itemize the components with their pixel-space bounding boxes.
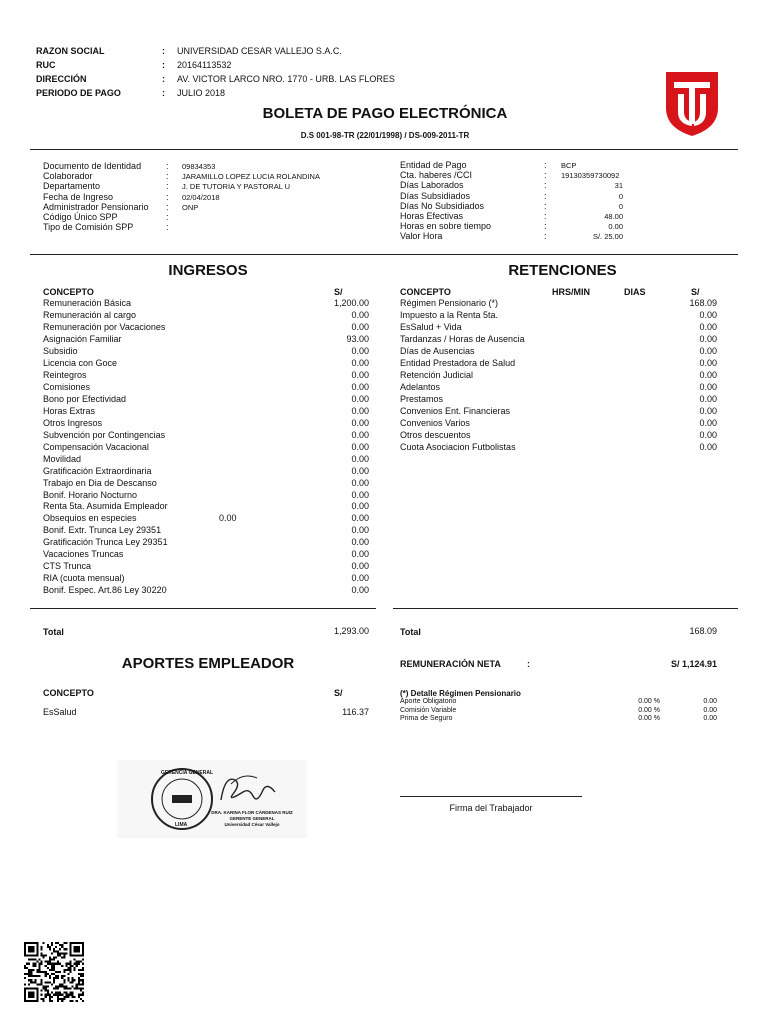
employee-label: Colaborador	[43, 171, 93, 182]
row-concepto: Bonif. Extr. Trunca Ley 29351	[43, 525, 162, 536]
row-concepto: Licencia con Goce	[43, 357, 118, 368]
row-concepto: Días de Ausencias	[400, 345, 475, 356]
table-row	[43, 489, 369, 501]
row-monto: 0.00	[699, 405, 717, 416]
row-concepto: Prestamos	[400, 393, 444, 404]
employee-colon: :	[544, 170, 547, 181]
retenciones-total-value: 168.09	[689, 626, 717, 636]
ucv-logo	[664, 68, 720, 138]
table-row	[400, 381, 717, 393]
header-colon: :	[162, 74, 165, 84]
row-monto: 1,200.00	[333, 298, 369, 308]
row-concepto: Remuneración al cargo	[43, 309, 137, 320]
row-concepto: Compensación Vacacional	[43, 441, 149, 452]
row-concepto: Vacaciones Truncas	[43, 549, 124, 560]
table-row	[400, 357, 717, 369]
employee-value: 0.00	[608, 222, 623, 232]
row-concepto: Gratificación Extraordinaria	[43, 465, 152, 476]
row-concepto: Subsidio	[43, 345, 78, 356]
detalle-pct: 0.00 %	[638, 698, 660, 705]
row-monto: 0.00	[351, 429, 369, 440]
row-monto: 0.00	[351, 417, 369, 428]
retenciones-col-soles: S/	[691, 287, 700, 297]
employee-value: 0	[618, 201, 623, 211]
row-monto: 0.00	[699, 441, 717, 452]
row-monto: 0.00	[699, 357, 717, 368]
employee-label: Documento de Identidad	[43, 161, 142, 171]
table-row	[43, 393, 369, 405]
table-row	[43, 333, 369, 345]
retenciones-col-concepto: CONCEPTO	[400, 287, 451, 297]
header-value: JULIO 2018	[177, 88, 226, 98]
employee-colon: :	[166, 201, 169, 212]
header-label: RUC	[36, 60, 56, 70]
retenciones-title: RETENCIONES	[508, 262, 617, 279]
ingresos-total-value: 1,293.00	[333, 626, 369, 636]
header-value: AV. VICTOR LARCO NRO. 1770 - URB. LAS FLORES	[177, 74, 395, 84]
retenciones-col-hrs: HRS/MIN	[552, 287, 590, 297]
row-concepto: EsSalud	[43, 707, 77, 717]
row-monto: 0.00	[351, 501, 369, 512]
header-label: PERIODO DE PAGO	[36, 88, 121, 98]
row-monto: 0.00	[351, 357, 369, 368]
header-colon: :	[162, 46, 165, 56]
employee-label: Valor Hora	[400, 231, 443, 242]
table-row	[43, 297, 369, 309]
signer-name: DRA. KARINA FLOR CÁRDENAS RUIZ	[211, 810, 293, 815]
detalle-pct: 0.00 %	[638, 715, 660, 722]
row-monto: 0.00	[351, 537, 369, 548]
row-monto: 0.00	[351, 465, 369, 476]
employee-value: 31	[614, 181, 623, 191]
employee-label: Administrador Pensionario	[43, 201, 149, 212]
row-monto: 116.37	[342, 707, 369, 717]
aportes-col-soles: S/	[334, 688, 343, 698]
row-monto: 93.00	[346, 333, 369, 344]
table-row	[43, 369, 369, 381]
row-monto: 0.00	[351, 321, 369, 332]
row-monto: 0.00	[351, 549, 369, 560]
employee-value: S/. 25.00	[592, 232, 623, 242]
employee-colon: :	[166, 212, 169, 222]
row-concepto: RIA (cuota mensual)	[43, 573, 125, 584]
employee-label: Entidad de Pago	[400, 160, 467, 170]
signature-icon	[213, 770, 283, 810]
header-colon: :	[162, 60, 165, 70]
row-monto: 0.00	[699, 417, 717, 428]
row-concepto: Subvención por Contingencias	[43, 429, 166, 440]
ingresos-col-concepto: CONCEPTO	[43, 287, 94, 297]
employee-colon: :	[544, 200, 547, 211]
detalle-label: Comisión Variable	[400, 706, 457, 714]
row-monto: 0.00	[699, 333, 717, 344]
table-row	[400, 345, 717, 357]
employee-colon: :	[166, 222, 169, 233]
row-concepto: Tardanzas / Horas de Ausencia	[400, 333, 525, 344]
row-concepto: Régimen Pensionario (*)	[400, 298, 499, 308]
qr-code	[24, 942, 84, 1002]
table-row	[400, 309, 717, 321]
table-row	[43, 405, 369, 417]
ingresos-col-soles: S/	[334, 287, 343, 297]
header-label: RAZON SOCIAL	[36, 46, 105, 56]
table-row	[43, 441, 369, 453]
table-row	[43, 500, 369, 512]
table-row	[43, 560, 369, 572]
row-concepto: Remuneración por Vacaciones	[43, 321, 166, 332]
table-row	[43, 309, 369, 321]
table-row	[400, 369, 717, 381]
neta-colon: :	[527, 659, 530, 669]
header-value: 20164113532	[177, 60, 232, 70]
table-row	[43, 465, 369, 477]
row-monto: 0.00	[351, 513, 369, 524]
table-row	[43, 417, 369, 429]
table-row	[400, 429, 717, 441]
row-monto: 0.00	[351, 381, 369, 392]
employee-colon: :	[544, 180, 547, 191]
employee-label: Fecha de Ingreso	[43, 191, 114, 202]
seal-sub: LIMA	[175, 822, 188, 828]
detalle-monto: 0.00	[703, 698, 717, 705]
employee-label: Horas en sobre tiempo	[400, 221, 492, 232]
firma-label: Firma del Trabajador	[449, 803, 533, 813]
row-monto: 0.00	[351, 525, 369, 536]
table-row	[400, 393, 717, 405]
employee-colon: :	[166, 181, 169, 192]
detalle-pct: 0.00 %	[638, 706, 660, 714]
employee-colon: :	[166, 191, 169, 202]
seal-text: GERENCIA GENERAL	[161, 770, 214, 776]
aportes-col-concepto: CONCEPTO	[43, 688, 94, 698]
row-concepto: Movilidad	[43, 453, 82, 464]
employee-value: 0	[618, 191, 623, 201]
company-stamp	[117, 760, 307, 838]
employee-label: Departamento	[43, 181, 101, 192]
employee-value: 02/04/2018	[182, 192, 220, 202]
employee-label: Tipo de Comisión SPP	[43, 222, 134, 233]
document-subtitle: D.S 001-98-TR (22/01/1998) / DS-009-2011-TR	[300, 131, 470, 140]
row-monto: 0.00	[351, 561, 369, 572]
employee-label: Días Laborados	[400, 180, 464, 191]
employee-colon: :	[166, 161, 169, 171]
row-concepto: Retención Judicial	[400, 369, 474, 380]
row-concepto: Reintegros	[43, 369, 87, 380]
signer-role: GERENTE GENERAL	[229, 816, 275, 821]
row-concepto: Asignación Familiar	[43, 333, 122, 344]
table-row	[400, 417, 717, 429]
divider	[30, 149, 738, 150]
detalle-title: (*) Detalle Régimen Pensionario	[400, 689, 521, 698]
row-concepto: CTS Trunca	[43, 561, 92, 572]
table-row	[43, 524, 369, 536]
row-concepto: Impuesto a la Renta 5ta.	[400, 309, 499, 320]
row-concepto: Bonif. Espec. Art.86 Ley 30220	[43, 585, 167, 596]
neta-label: REMUNERACIÓN NETA	[400, 659, 501, 669]
detalle-label: Prima de Seguro	[400, 715, 453, 722]
row-monto: 0.00	[699, 321, 717, 332]
row-monto: 168.09	[689, 298, 717, 308]
employee-value: 19130359730092	[561, 171, 620, 181]
header-value: UNIVERSIDAD CESAR VALLEJO S.A.C.	[177, 46, 342, 56]
divider	[30, 254, 738, 255]
table-row	[43, 357, 369, 369]
employee-colon: :	[544, 221, 547, 232]
row-monto: 0.00	[699, 381, 717, 392]
neta-value: S/ 1,124.91	[670, 659, 717, 669]
employee-colon: :	[544, 231, 547, 242]
row-concepto: EsSalud + Vida	[400, 321, 462, 332]
detalle-monto: 0.00	[703, 715, 717, 722]
header-colon: :	[162, 88, 165, 98]
employee-label: Días No Subsidiados	[400, 200, 485, 211]
document-title: BOLETA DE PAGO ELECTRÓNICA	[262, 105, 508, 122]
row-concepto: Bono por Efectividad	[43, 393, 127, 404]
detalle-label: Aporte Obligatorio	[400, 698, 457, 705]
row-monto: 0.00	[699, 369, 717, 380]
header-label: DIRECCIÓN	[36, 74, 87, 84]
row-monto: 0.00	[351, 405, 369, 416]
row-concepto: Horas Extras	[43, 405, 96, 416]
table-row	[400, 333, 717, 345]
employee-label: Código Único SPP	[43, 212, 118, 222]
retenciones-total-label: Total	[400, 627, 421, 637]
row-concepto: Remuneración Básica	[43, 298, 132, 308]
table-row	[43, 345, 369, 357]
table-row	[43, 548, 369, 560]
detalle-monto: 0.00	[703, 706, 717, 714]
row-monto: 0.00	[351, 393, 369, 404]
table-row	[43, 477, 369, 489]
row-monto: 0.00	[351, 309, 369, 320]
row-concepto: Adelantos	[400, 381, 441, 392]
row-concepto: Convenios Ent. Financieras	[400, 405, 511, 416]
table-row	[400, 441, 717, 453]
row-concepto: Otros descuentos	[400, 429, 471, 440]
row-monto: 0.00	[351, 477, 369, 488]
row-monto: 0.00	[699, 309, 717, 320]
table-row	[400, 297, 717, 309]
table-row	[400, 405, 717, 417]
table-row	[400, 321, 717, 333]
table-row	[43, 453, 369, 465]
row-concepto: Gratificación Trunca Ley 29351	[43, 537, 168, 548]
row-concepto: Bonif. Horario Nocturno	[43, 489, 138, 500]
employee-colon: :	[544, 160, 547, 170]
table-row	[43, 584, 369, 596]
ingresos-title: INGRESOS	[168, 262, 248, 279]
row-concepto: Entidad Prestadora de Salud	[400, 357, 516, 368]
row-concepto: Otros Ingresos	[43, 417, 103, 428]
row-monto: 0.00	[699, 345, 717, 356]
divider	[393, 608, 738, 609]
employee-colon: :	[544, 211, 547, 221]
row-monto: 0.00	[351, 345, 369, 356]
row-monto: 0.00	[351, 573, 369, 584]
table-row	[43, 572, 369, 584]
employee-colon: :	[544, 190, 547, 201]
ingresos-total-label: Total	[43, 627, 64, 637]
row-concepto: Cuota Asociacion Futbolistas	[400, 441, 516, 452]
table-row	[43, 429, 369, 441]
employee-label: Días Subsidiados	[400, 190, 471, 201]
row-monto: 0.00	[699, 429, 717, 440]
row-monto: 0.00	[351, 441, 369, 452]
employee-value: BCP	[561, 161, 577, 170]
employee-value: 48.00	[604, 212, 623, 221]
divider	[30, 608, 376, 609]
table-row	[43, 536, 369, 548]
row-monto: 0.00	[351, 489, 369, 500]
row-concepto: Trabajo en Dia de Descanso	[43, 477, 157, 488]
row-monto: 0.00	[351, 585, 369, 596]
employee-value: J. DE TUTORIA Y PASTORAL U	[182, 182, 291, 192]
row-monto: 0.00	[351, 369, 369, 380]
signer-org: Universidad César Vallejo	[224, 822, 280, 827]
table-row	[43, 381, 369, 393]
employee-colon: :	[166, 171, 169, 182]
employee-value: ONP	[182, 202, 199, 212]
retenciones-col-dias: DIAS	[624, 287, 646, 297]
row-monto: 0.00	[351, 453, 369, 464]
table-row	[43, 321, 369, 333]
signature-line	[400, 796, 582, 797]
employee-value: JARAMILLO LOPEZ LUCIA ROLANDINA	[182, 172, 320, 182]
table-row	[43, 512, 369, 524]
row-extra: 0.00	[219, 513, 237, 524]
row-concepto: Convenios Varios	[400, 417, 470, 428]
employee-value: 09834353	[182, 162, 216, 171]
employee-label: Cta. haberes /CCI	[400, 170, 473, 181]
row-concepto: Obsequios en especies	[43, 513, 137, 524]
aportes-title: APORTES EMPLEADOR	[121, 655, 295, 672]
employee-label: Horas Efectivas	[400, 211, 464, 221]
table-row	[43, 706, 369, 718]
row-monto: 0.00	[699, 393, 717, 404]
row-concepto: Renta 5ta. Asumida Empleador	[43, 501, 168, 512]
row-concepto: Comisiones	[43, 381, 91, 392]
